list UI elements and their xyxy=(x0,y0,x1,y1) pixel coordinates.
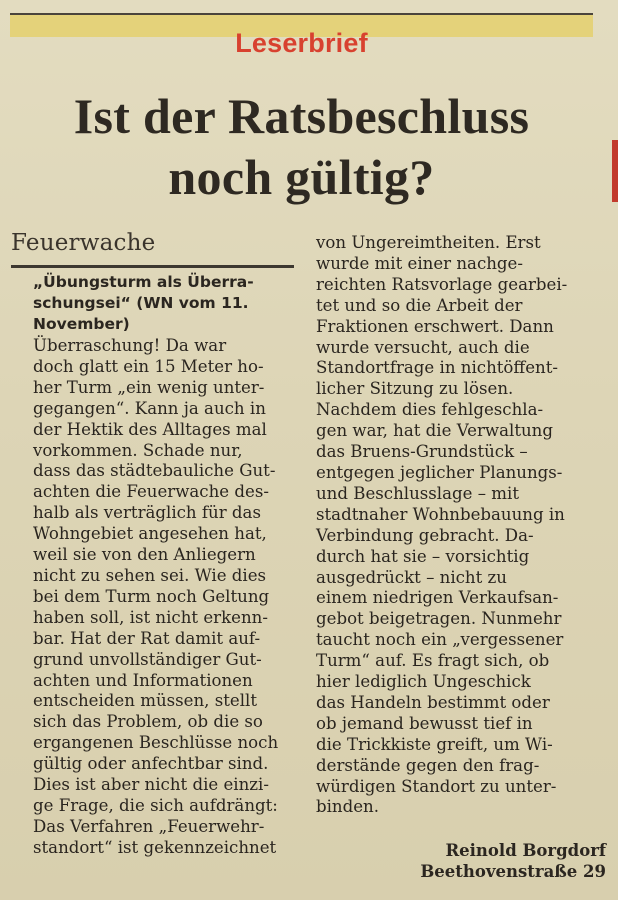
text-line: Turm“ auf. Es fragt sich, ob xyxy=(316,651,550,671)
reference-line: „Übungsturm als Überra- xyxy=(33,273,254,291)
kicker-label: Leserbrief xyxy=(235,28,368,58)
text-line: hier lediglich Ungeschick xyxy=(316,672,531,692)
left-column xyxy=(11,226,296,859)
text-line: achten die Feuerwache des- xyxy=(33,482,269,502)
text-line: Verbindung gebracht. Da- xyxy=(316,525,534,545)
text-line: wurde versucht, auch die xyxy=(316,337,530,357)
left-column-body xyxy=(33,336,296,859)
text-line: vorkommen. Schade nur, xyxy=(33,440,243,460)
text-line: licher Sitzung zu lösen. xyxy=(316,379,514,399)
text-line: weil sie von den Anliegern xyxy=(33,545,256,565)
text-line: Fraktionen erschwert. Dann xyxy=(316,316,554,336)
reference-line: schungsei“ (WN vom 11. xyxy=(33,294,249,312)
text-line: ergangenen Beschlüsse noch xyxy=(33,733,279,753)
text-line: grund unvollständiger Gut- xyxy=(33,649,262,669)
headline xyxy=(10,86,593,208)
text-line: einem niedrigen Verkaufsan- xyxy=(316,588,559,608)
text-line: tet und so die Arbeit der xyxy=(316,295,523,315)
text-line: Nachdem dies fehlgeschla- xyxy=(316,400,544,420)
text-line: nicht zu sehen sei. Wie dies xyxy=(33,565,267,585)
text-line: und Beschlusslage – mit xyxy=(316,483,520,503)
text-line: bar. Hat der Rat damit auf- xyxy=(33,628,261,648)
headline-line-1: Ist der Ratsbeschluss xyxy=(73,88,530,144)
signature-block xyxy=(420,840,606,882)
author-address: Beethovenstraße 29 xyxy=(420,862,606,881)
text-line: entgegen jeglicher Planungs- xyxy=(316,462,563,482)
text-line: ge Frage, die sich aufdrängt: xyxy=(33,795,278,815)
right-column-body xyxy=(316,233,606,818)
text-line: der Hektik des Alltages mal xyxy=(33,419,267,439)
text-line: dass das städtebauliche Gut- xyxy=(33,461,276,481)
headline-line-2: noch gültig? xyxy=(168,149,435,205)
text-line: her Turm „ein wenig unter- xyxy=(33,377,265,397)
text-line: sich das Problem, ob die so xyxy=(33,712,263,732)
text-line: taucht noch ein „vergessener xyxy=(316,630,564,650)
text-line: entscheiden müssen, stellt xyxy=(33,691,257,711)
text-line: von Ungereimtheiten. Erst xyxy=(316,233,541,252)
text-line: halb als verträglich für das xyxy=(33,503,261,523)
right-column xyxy=(316,233,606,818)
text-line: ausgedrückt – nicht zu xyxy=(316,567,507,587)
text-line: Überraschung! Da war xyxy=(33,336,227,355)
text-line: gegangen“. Kann ja auch in xyxy=(33,398,266,418)
text-line: wurde mit einer nachge- xyxy=(316,253,523,273)
reference-line: November) xyxy=(33,315,130,333)
text-line: gebot beigetragen. Nunmehr xyxy=(316,609,562,629)
text-line: standort“ ist gekennzeichnet xyxy=(33,837,277,857)
text-line: gen war, hat die Verwaltung xyxy=(316,421,553,441)
text-line: haben soll, ist nicht erkenn- xyxy=(33,607,268,627)
section-label: Feuerwache xyxy=(11,230,156,256)
text-line: gültig oder anfechtbar sind. xyxy=(33,754,269,774)
text-line: Das Verfahren „Feuerwehr- xyxy=(33,816,265,836)
text-line: Wohngebiet angesehen hat, xyxy=(33,524,267,544)
text-line: achten und Informationen xyxy=(33,670,253,690)
text-line: stadtnaher Wohnbebauung in xyxy=(316,504,565,524)
text-line: durch hat sie – vorsichtig xyxy=(316,546,530,566)
text-line: Standortfrage in nichtöffent- xyxy=(316,358,558,378)
text-line: derstände gegen den frag- xyxy=(316,755,540,775)
text-line: das Bruens-Grundstück – xyxy=(316,442,528,462)
text-line: Dies ist aber nicht die einzi- xyxy=(33,775,269,795)
text-line: ob jemand bewusst tief in xyxy=(316,713,533,733)
text-line: die Trickkiste greift, um Wi- xyxy=(316,734,553,754)
text-line: das Handeln bestimmt oder xyxy=(316,692,550,712)
reference-citation xyxy=(33,272,296,335)
text-line: doch glatt ein 15 Meter ho- xyxy=(33,356,264,376)
text-line: würdigen Standort zu unter- xyxy=(316,776,557,796)
author-name: Reinold Borgdorf xyxy=(445,841,606,860)
section-rule xyxy=(11,265,294,268)
text-line: reichten Ratsvorlage gearbei- xyxy=(316,274,568,294)
adjacent-page-edge xyxy=(612,140,618,202)
text-line: bei dem Turm noch Geltung xyxy=(33,586,270,606)
text-line: binden. xyxy=(316,797,380,817)
